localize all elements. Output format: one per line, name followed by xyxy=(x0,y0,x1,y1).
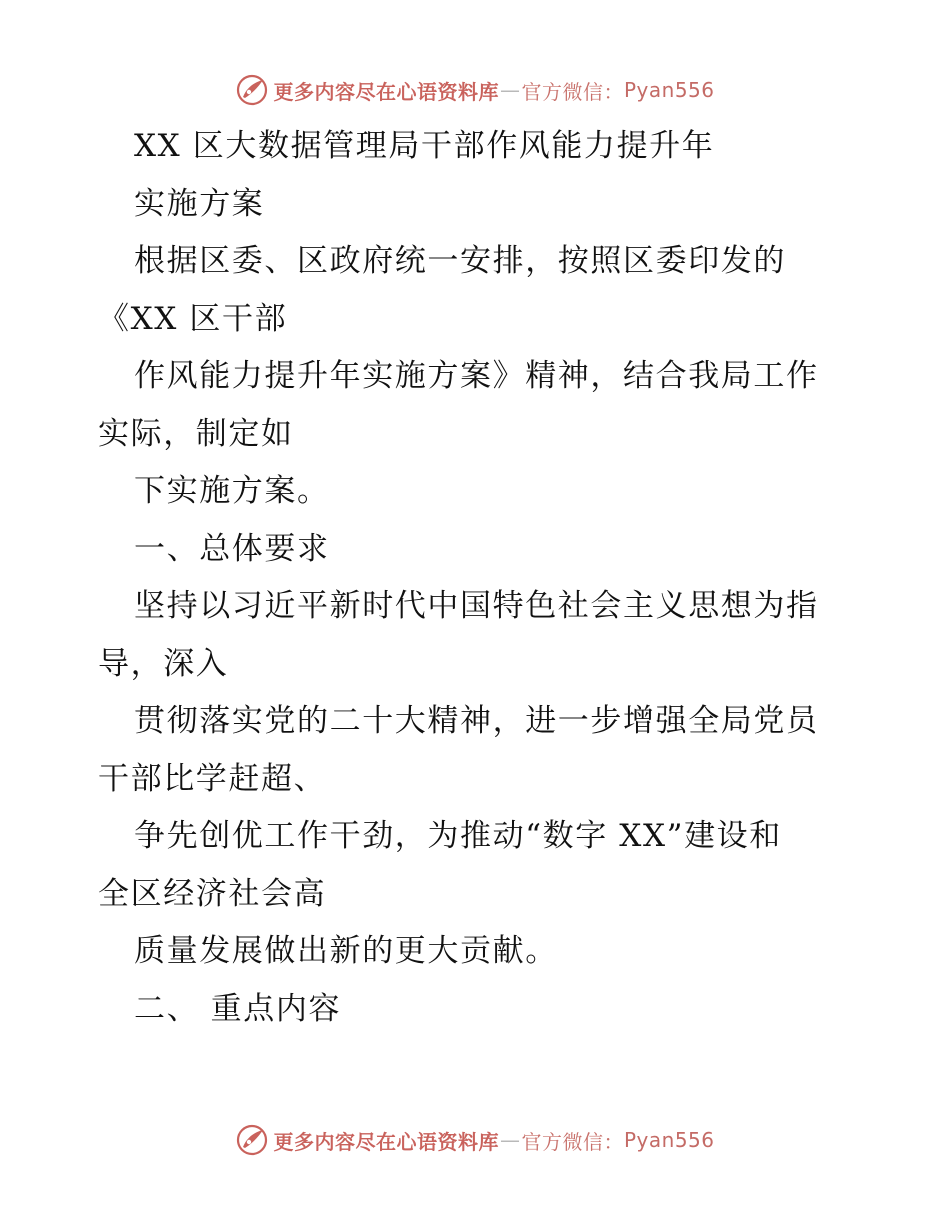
watermark-main-text: 更多内容尽在心语资料库 xyxy=(273,79,499,104)
watermark-contact-label: 官方微信： xyxy=(521,1129,624,1154)
doc-line: 争先创优工作干劲，为推动“数字 XX”建设和 xyxy=(134,818,782,854)
doc-line: 《XX 区干部 xyxy=(98,300,288,337)
watermark-separator: — xyxy=(499,78,521,102)
pen-logo-icon xyxy=(235,1123,269,1157)
doc-line: 质量发展做出新的更大贡献。 xyxy=(134,933,558,969)
watermark-main-text: 更多内容尽在心语资料库 xyxy=(273,1129,499,1154)
watermark-handle: Pyan556 xyxy=(623,1128,715,1152)
header-watermark xyxy=(0,70,950,110)
watermark-contact-label: 官方微信： xyxy=(521,79,624,104)
doc-title-line-2: 实施方案 xyxy=(134,185,265,222)
doc-title-line-1: XX 区大数据管理局干部作风能力提升年 xyxy=(134,128,715,164)
doc-line: 根据区委、区政府统一安排，按照区委印发的 xyxy=(134,243,786,279)
doc-line: 实际，制定如 xyxy=(98,415,294,452)
doc-line: 下实施方案。 xyxy=(134,473,330,509)
section-heading-1: 一、总体要求 xyxy=(134,530,330,567)
doc-line: 作风能力提升年实施方案》精神，结合我局工作 xyxy=(134,358,819,394)
doc-line: 干部比学赶超、 xyxy=(98,760,327,797)
pen-logo-icon xyxy=(235,73,269,107)
section-heading-2: 二、 重点内容 xyxy=(134,990,342,1027)
document-body xyxy=(98,118,868,1038)
doc-line: 导，深入 xyxy=(98,645,229,682)
watermark-separator: — xyxy=(499,1128,521,1152)
watermark-handle: Pyan556 xyxy=(623,78,715,102)
doc-line: 全区经济社会高 xyxy=(98,875,327,912)
doc-line: 贯彻落实党的二十大精神，进一步增强全局党员 xyxy=(134,703,819,739)
footer-watermark xyxy=(0,1120,950,1160)
doc-line: 坚持以习近平新时代中国特色社会主义思想为指 xyxy=(134,588,819,624)
